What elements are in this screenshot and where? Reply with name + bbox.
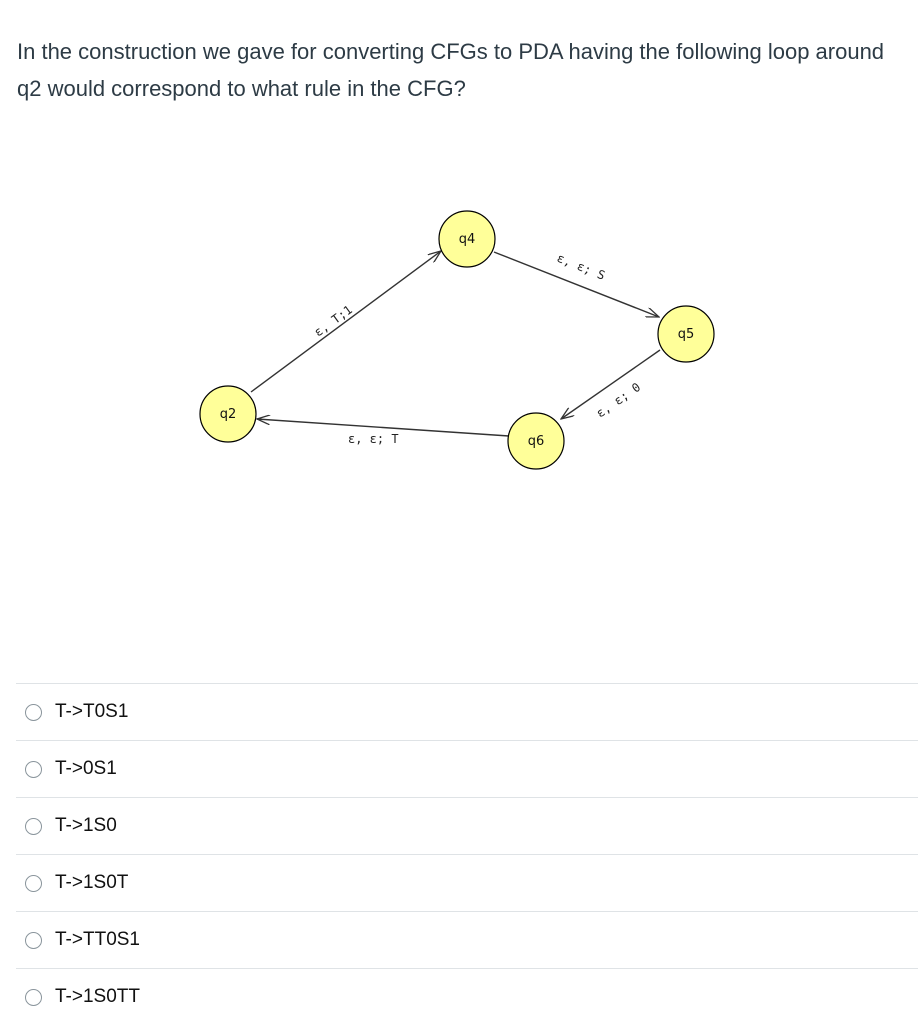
edge-label-q5-q6: ε, ε; 0 [593, 379, 644, 421]
answer-label: T->TT0S1 [55, 929, 140, 950]
radio-button[interactable] [25, 989, 42, 1006]
edge-label-q4-q5: ε, ε; S [554, 250, 608, 283]
answer-list [16, 683, 918, 1025]
state-q4 [439, 211, 495, 267]
state-q2 [200, 386, 256, 442]
answer-label: T->T0S1 [55, 701, 129, 722]
radio-button[interactable] [25, 818, 42, 835]
question-text: In the construction we gave for converting CFGs to PDA having the following loop around q2 would correspond to what rule in the CFG? [17, 39, 885, 101]
answer-option[interactable] [16, 968, 918, 1025]
radio-button[interactable] [25, 704, 42, 721]
edge-q2-q4 [251, 251, 441, 392]
answer-label: T->1S0 [55, 815, 117, 836]
answer-option[interactable] [16, 683, 918, 740]
answer-option[interactable] [16, 797, 918, 854]
state-q5 [658, 306, 714, 362]
answer-label: T->1S0TT [55, 986, 140, 1007]
answer-label: T->1S0T [55, 872, 129, 893]
svg-text:q5: q5 [677, 327, 695, 342]
state-q6 [508, 413, 564, 469]
edge-label-q2-q4: ε, T;1 [311, 302, 355, 340]
answer-option[interactable] [16, 854, 918, 911]
answer-option[interactable] [16, 740, 918, 797]
radio-button[interactable] [25, 761, 42, 778]
radio-button[interactable] [25, 875, 42, 892]
answer-label: T->0S1 [55, 758, 117, 779]
svg-text:q6: q6 [527, 434, 545, 449]
radio-button[interactable] [25, 932, 42, 949]
answer-option[interactable] [16, 911, 918, 968]
edge-label-q6-q2: ε, ε; T [348, 432, 399, 446]
svg-text:q4: q4 [458, 232, 476, 247]
svg-text:q2: q2 [219, 407, 237, 422]
